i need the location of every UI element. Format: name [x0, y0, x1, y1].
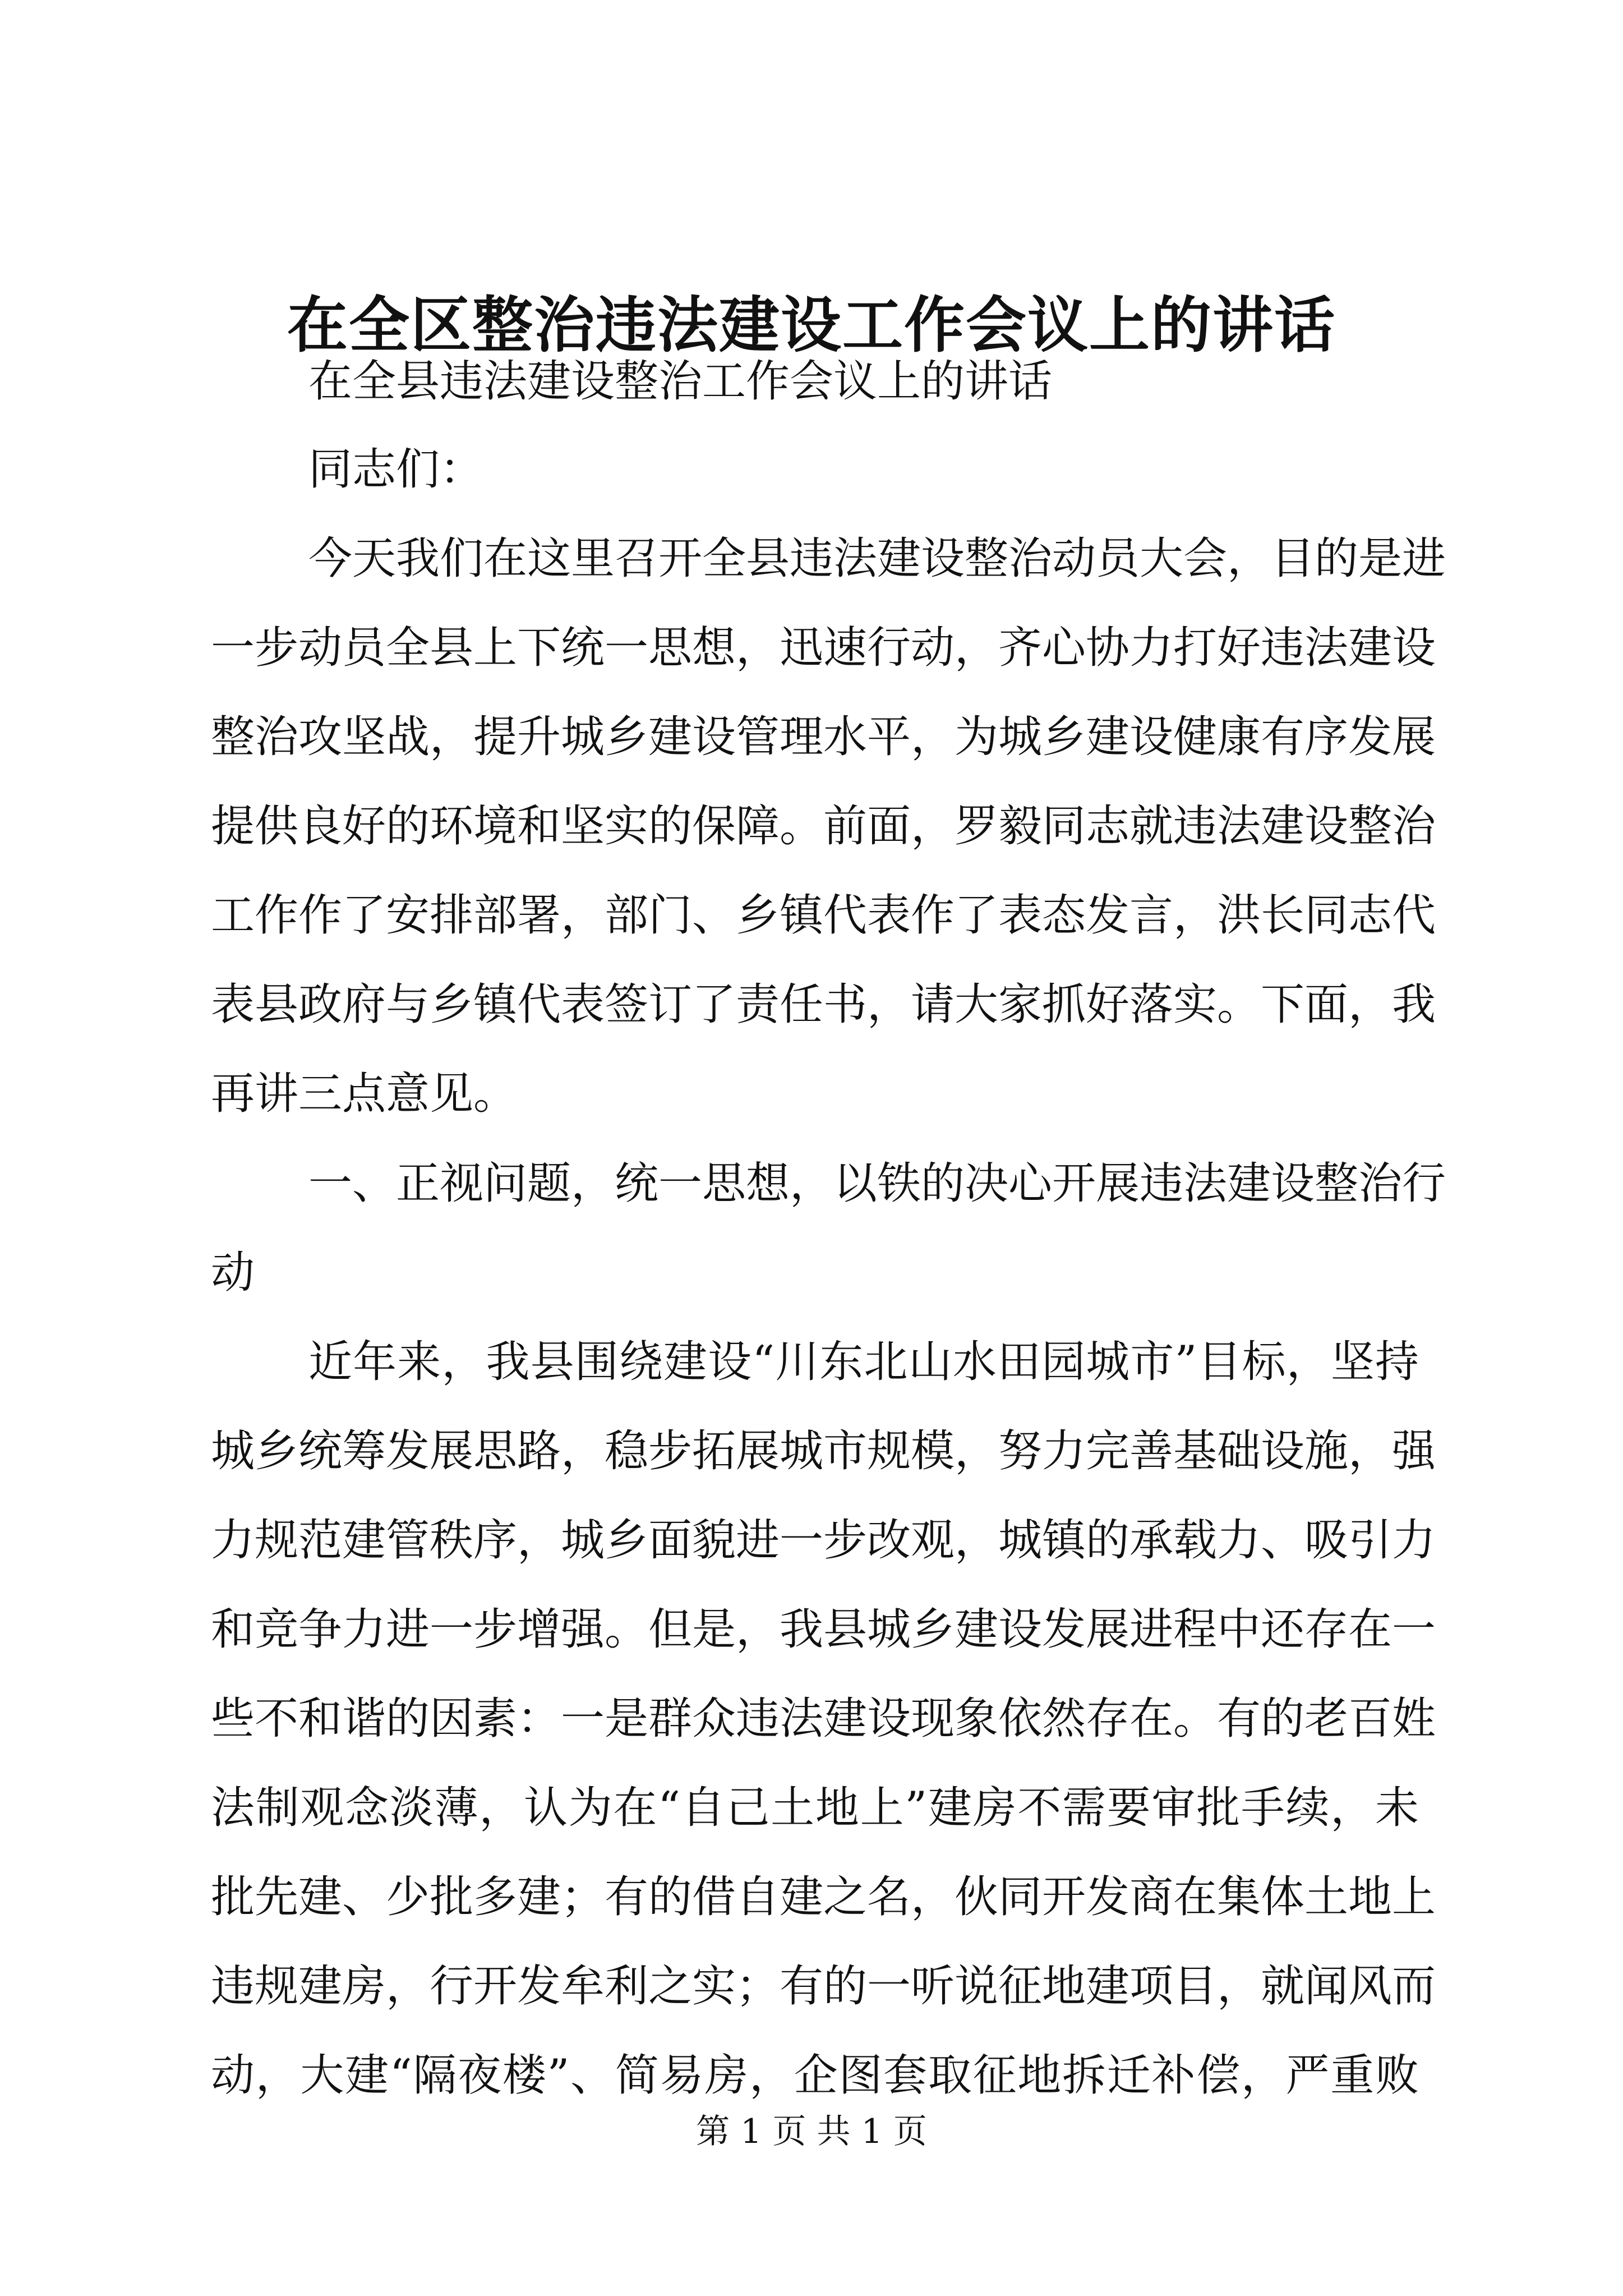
body-line: 法制观念淡薄，认为在“自己土地上”建房不需要审批手续，未 [211, 1783, 1419, 1833]
salutation: 同志们： [308, 444, 484, 495]
body-line: 提供良好的环境和坚实的保障。前面，罗毅同志就违法建设整治 [211, 801, 1436, 852]
body-line: 和竞争力进一步增强。但是，我县城乡建设发展进程中还存在一 [211, 1604, 1436, 1655]
document-title: 在全区整治违法建设工作会议上的讲话 [287, 290, 1336, 361]
body-line: 力规范建管秩序，城乡面貌进一步改观，城镇的承载力、吸引力 [211, 1515, 1436, 1566]
body-line: 整治攻坚战，提升城乡建设管理水平，为城乡建设健康有序发展 [211, 712, 1436, 762]
body-line: 城乡统筹发展思路，稳步拓展城市规模，努力完善基础设施，强 [211, 1426, 1436, 1476]
body-line: 违规建房，行开发牟利之实；有的一听说征地建项目，就闻风而 [211, 1961, 1436, 2012]
body-line: 近年来，我县围绕建设“川东北山水田园城市”目标，坚持 [308, 1337, 1419, 1387]
section-heading-continued: 动 [211, 1248, 255, 1298]
body-line: 些不和谐的因素：一是群众违法建设现象依然存在。有的老百姓 [211, 1694, 1436, 1744]
body-line: 一步动员全县上下统一思想，迅速行动，齐心协力打好违法建设 [211, 623, 1436, 673]
body-line: 批先建、少批多建；有的借自建之名，伙同开发商在集体土地上 [211, 1872, 1436, 1922]
body-line: 工作作了安排部署，部门、乡镇代表作了表态发言，洪长同志代 [211, 890, 1436, 941]
section-heading: 一、正视问题，统一思想，以铁的决心开展违法建设整治行 [308, 1158, 1446, 1209]
body-line: 今天我们在这里召开全县违法建设整治动员大会，目的是进 [308, 533, 1446, 584]
body-line: 再讲三点意见。 [211, 1069, 518, 1119]
page-footer: 第 1 页 共 1 页 [696, 2112, 927, 2151]
body-line: 表县政府与乡镇代表签订了责任书，请大家抓好落实。下面，我 [211, 979, 1436, 1030]
document-subtitle: 在全县违法建设整治工作会议上的讲话 [308, 356, 1053, 407]
body-line: 动，大建“隔夜楼”、简易房，企图套取征地拆迁补偿，严重败 [211, 2050, 1419, 2101]
